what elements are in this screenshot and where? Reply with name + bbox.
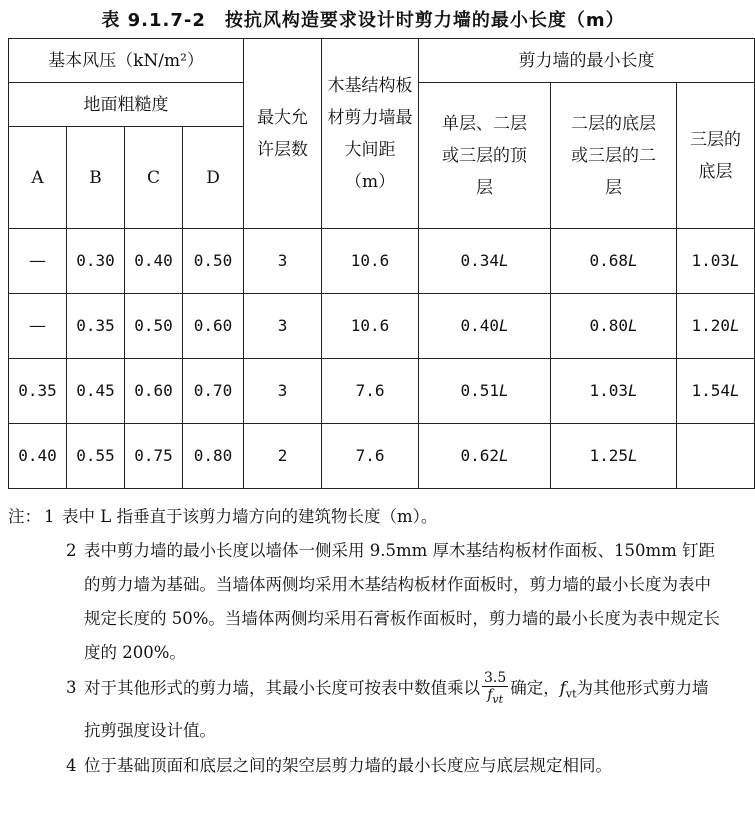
cell-c: 0.75 — [125, 424, 183, 489]
cell-len3: 1.20L — [677, 294, 755, 359]
cell-len2: 1.25L — [551, 424, 677, 489]
fraction-numerator: 3.5 — [484, 670, 507, 686]
note-2 — [8, 534, 722, 670]
ground-roughness-header: 地面粗糙度 — [9, 83, 244, 127]
note-1 — [8, 500, 722, 534]
cell-spacing: 7.6 — [322, 424, 419, 489]
table-row — [9, 294, 755, 359]
note-number: 3 — [66, 678, 77, 697]
cell-len3: 1.03L — [677, 229, 755, 294]
table-row — [9, 359, 755, 424]
note-text: 表中 L 指垂直于该剪力墙方向的建筑物长度（m）。 — [62, 507, 438, 526]
note-number: 1 — [44, 507, 55, 526]
cell-len1: 0.62L — [419, 424, 551, 489]
cell-spacing: 10.6 — [322, 229, 419, 294]
cell-len1: 0.34L — [419, 229, 551, 294]
note-text-after: 确定， — [510, 678, 560, 698]
min-shear-wall-length-table — [8, 38, 755, 489]
roughness-b-header: B — [67, 127, 125, 229]
fraction — [482, 670, 508, 708]
cell-b: 0.35 — [67, 294, 125, 359]
cell-d: 0.60 — [183, 294, 244, 359]
note-text: 表中剪力墙的最小长度以墙体一侧采用 9.5mm 厚木基结构板材作面板、150mm 钉距的剪力墙为基础。当墙体两侧均采用木基结构板材作面板时，剪力墙的最小长度为表中规定长度的 50%。当墙体两侧均采用石膏板作面板时，剪力墙的最小长度为表中规定长度的 200%。 — [84, 541, 720, 662]
cell-b: 0.45 — [67, 359, 125, 424]
symbol-sub: vt — [565, 687, 577, 701]
cell-len3: 1.54L — [677, 359, 755, 424]
symbol-f: f — [559, 678, 566, 698]
cell-b: 0.30 — [67, 229, 125, 294]
cell-b: 0.55 — [67, 424, 125, 489]
table-row — [9, 229, 755, 294]
cell-floors: 3 — [244, 359, 322, 424]
min-length-second-floor-header: 二层的底层或三层的二层 — [551, 83, 677, 229]
cell-len1: 0.40L — [419, 294, 551, 359]
notes-lead: 注： — [8, 507, 41, 526]
note-3 — [8, 670, 722, 749]
wind-pressure-header: 基本风压（kN/m²） — [9, 39, 244, 83]
note-text-before: 对于其他形式的剪力墙，其最小长度可按表中数值乘以 — [84, 678, 480, 698]
min-length-bottom-floor-header: 三层的底层 — [677, 83, 755, 229]
cell-floors: 3 — [244, 229, 322, 294]
header-row-1 — [9, 39, 755, 83]
cell-c: 0.60 — [125, 359, 183, 424]
cell-spacing: 10.6 — [322, 294, 419, 359]
cell-len3 — [677, 424, 755, 489]
roughness-d-header: D — [183, 127, 244, 229]
cell-d: 0.70 — [183, 359, 244, 424]
cell-c: 0.50 — [125, 294, 183, 359]
min-length-top-floor-header: 单层、二层或三层的顶层 — [419, 83, 551, 229]
note-text: 位于基础顶面和底层之间的架空层剪力墙的最小长度应与底层规定相同。 — [84, 755, 612, 775]
cell-a: 0.40 — [9, 424, 67, 489]
roughness-c-header: C — [125, 127, 183, 229]
cell-len2: 0.68L — [551, 229, 677, 294]
cell-len2: 0.80L — [551, 294, 677, 359]
table-row — [9, 424, 755, 489]
max-floors-header: 最大允许层数 — [244, 39, 322, 229]
roughness-a-header: A — [9, 127, 67, 229]
cell-d: 0.50 — [183, 229, 244, 294]
note-number: 4 — [66, 755, 77, 775]
fraction-denominator: $f_{vt}$ — [487, 687, 504, 706]
cell-a: — — [9, 294, 67, 359]
wall-spacing-header: 木基结构板材剪力墙最大间距（m） — [322, 39, 419, 229]
cell-a: — — [9, 229, 67, 294]
cell-c: 0.40 — [125, 229, 183, 294]
note-text-end: 为其他形式剪力墙抗剪强度设计值。 — [84, 678, 709, 740]
note-number: 2 — [66, 541, 77, 560]
table-notes — [8, 500, 722, 783]
cell-d: 0.80 — [183, 424, 244, 489]
cell-len2: 1.03L — [551, 359, 677, 424]
cell-floors: 3 — [244, 294, 322, 359]
table-title: 表 9.1.7-2 按抗风构造要求设计时剪力墙的最小长度（m） — [101, 10, 625, 31]
cell-floors: 2 — [244, 424, 322, 489]
min-length-header: 剪力墙的最小长度 — [419, 39, 755, 83]
note-4 — [8, 749, 722, 783]
cell-spacing: 7.6 — [322, 359, 419, 424]
cell-len1: 0.51L — [419, 359, 551, 424]
cell-a: 0.35 — [9, 359, 67, 424]
